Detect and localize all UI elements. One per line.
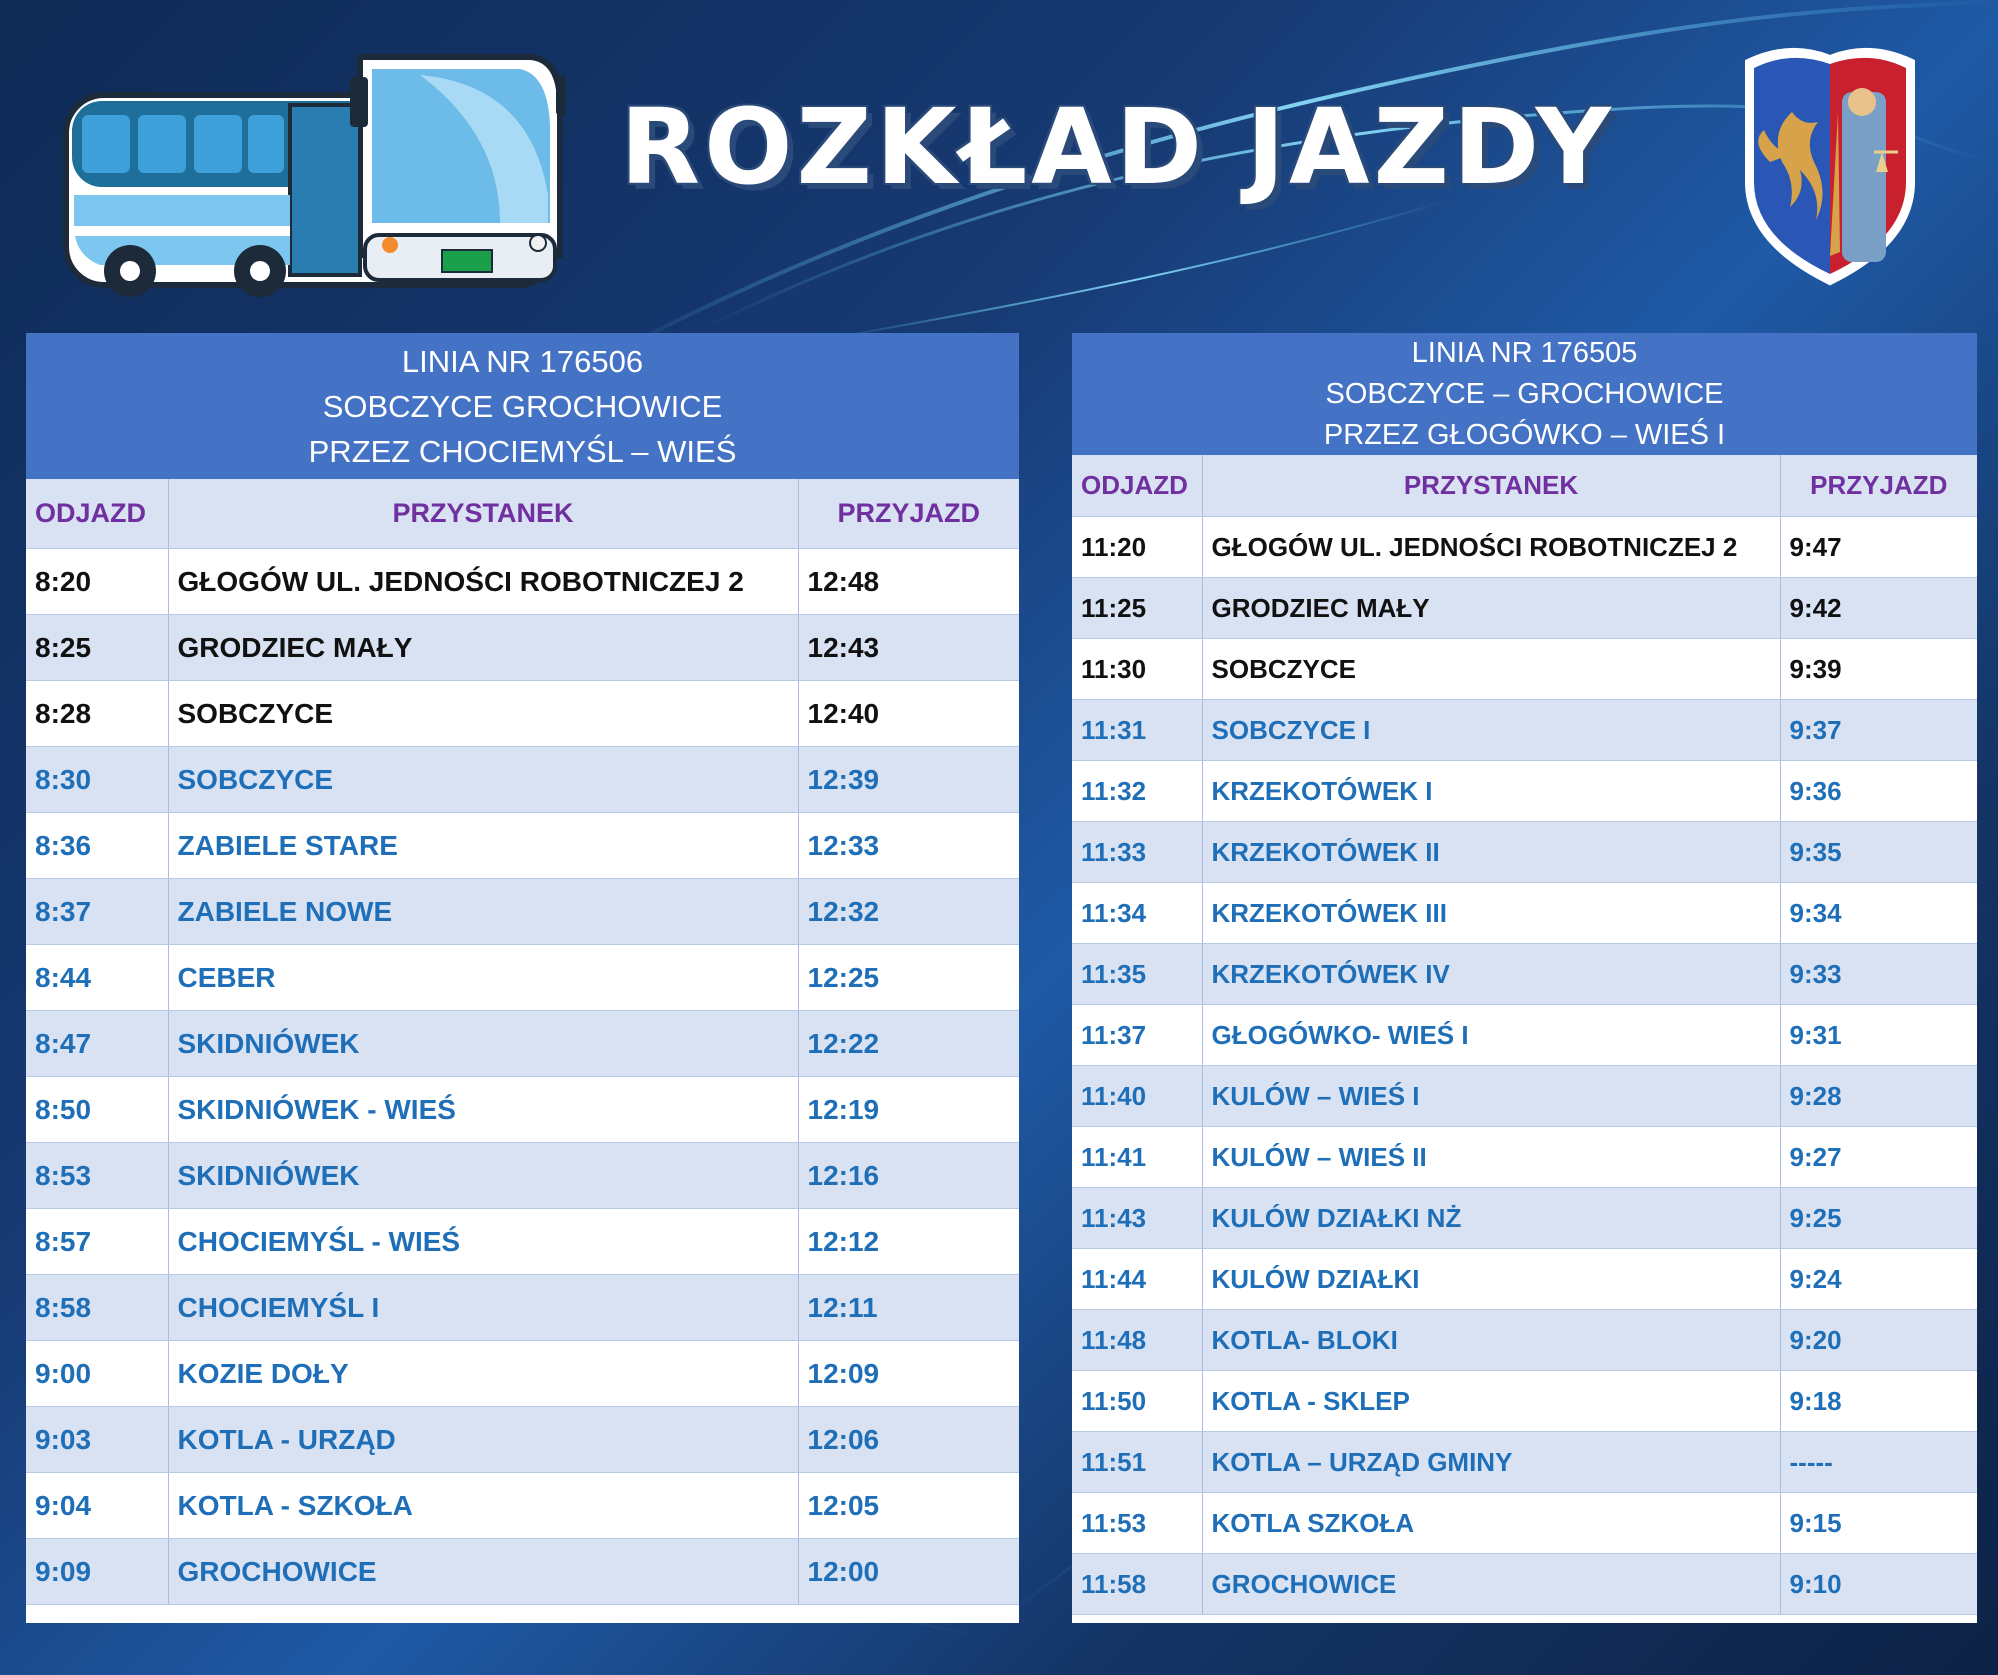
arrival-time: 12:11 <box>798 1275 1019 1341</box>
timetable-line-176505 <box>1072 333 1977 1623</box>
line-via: PRZEZ CHOCIEMYŚL – WIEŚ <box>308 434 737 469</box>
table-row <box>26 1407 1019 1473</box>
table-row <box>1072 1310 1977 1371</box>
departure-time: 8:50 <box>26 1077 168 1143</box>
stop-name: CHOCIEMYŚL I <box>168 1275 798 1341</box>
stop-name: KULÓW DZIAŁKI <box>1202 1249 1780 1310</box>
stop-name: KRZEKOTÓWEK I <box>1202 761 1780 822</box>
page-title: ROZKŁAD JAZDY <box>620 86 1615 208</box>
table-row <box>26 549 1019 615</box>
departure-time: 11:33 <box>1072 822 1202 883</box>
stop-name: ZABIELE STARE <box>168 813 798 879</box>
table-row <box>1072 1493 1977 1554</box>
line-via: PRZEZ GŁOGÓWKO – WIEŚ I <box>1323 419 1726 451</box>
departure-time: 11:51 <box>1072 1432 1202 1493</box>
arrival-time: 12:25 <box>798 945 1019 1011</box>
arrival-time: ----- <box>1780 1432 1977 1493</box>
table-row <box>1072 1371 1977 1432</box>
departure-time: 11:37 <box>1072 1005 1202 1066</box>
departure-time: 8:36 <box>26 813 168 879</box>
schedule-table <box>1072 455 1977 1615</box>
arrival-time: 9:25 <box>1780 1188 1977 1249</box>
arrival-time: 12:09 <box>798 1341 1019 1407</box>
stop-name: CHOCIEMYŚL - WIEŚ <box>168 1209 798 1275</box>
stop-name: SKIDNIÓWEK - WIEŚ <box>168 1077 798 1143</box>
col-stop: PRZYSTANEK <box>168 479 798 549</box>
arrival-time: 12:48 <box>798 549 1019 615</box>
stop-name: SOBCZYCE <box>168 747 798 813</box>
table-row <box>26 879 1019 945</box>
arrival-time: 12:05 <box>798 1473 1019 1539</box>
arrival-time: 12:19 <box>798 1077 1019 1143</box>
arrival-time: 9:36 <box>1780 761 1977 822</box>
stop-name: GŁOGÓWKO- WIEŚ I <box>1202 1005 1780 1066</box>
line-number: LINIA NR 176506 <box>401 344 644 379</box>
coat-of-arms-icon <box>1730 42 1930 287</box>
departure-time: 8:20 <box>26 549 168 615</box>
arrival-time: 9:31 <box>1780 1005 1977 1066</box>
arrival-time: 9:35 <box>1780 822 1977 883</box>
arrival-time: 9:28 <box>1780 1066 1977 1127</box>
arrival-time: 12:16 <box>798 1143 1019 1209</box>
departure-time: 9:09 <box>26 1539 168 1605</box>
stop-name: SKIDNIÓWEK <box>168 1011 798 1077</box>
arrival-time: 9:10 <box>1780 1554 1977 1615</box>
table-row <box>26 681 1019 747</box>
departure-time: 11:32 <box>1072 761 1202 822</box>
table-row <box>26 1473 1019 1539</box>
stop-name: KULÓW – WIEŚ II <box>1202 1127 1780 1188</box>
table-row <box>26 813 1019 879</box>
departure-time: 11:35 <box>1072 944 1202 1005</box>
departure-time: 11:58 <box>1072 1554 1202 1615</box>
table-row <box>1072 639 1977 700</box>
stop-name: KOTLA - SZKOŁA <box>168 1473 798 1539</box>
bus-icon <box>60 45 570 305</box>
stop-name: KOTLA SZKOŁA <box>1202 1493 1780 1554</box>
departure-time: 8:57 <box>26 1209 168 1275</box>
departure-time: 11:25 <box>1072 578 1202 639</box>
stop-name: SOBCZYCE <box>1202 639 1780 700</box>
timetable-line-176506 <box>26 333 1019 1623</box>
departure-time: 9:00 <box>26 1341 168 1407</box>
arrival-time: 9:47 <box>1780 517 1977 578</box>
departure-time: 8:25 <box>26 615 168 681</box>
schedule-table <box>26 479 1019 1605</box>
stop-name: KOTLA – URZĄD GMINY <box>1202 1432 1780 1493</box>
arrival-time: 9:42 <box>1780 578 1977 639</box>
arrival-time: 9:39 <box>1780 639 1977 700</box>
col-departure: ODJAZD <box>26 479 168 549</box>
arrival-time: 12:43 <box>798 615 1019 681</box>
departure-time: 11:30 <box>1072 639 1202 700</box>
departure-time: 11:48 <box>1072 1310 1202 1371</box>
line-route: SOBCZYCE GROCHOWICE <box>322 389 723 424</box>
table-row <box>1072 1188 1977 1249</box>
stop-name: GŁOGÓW UL. JEDNOŚCI ROBOTNICZEJ 2 <box>1202 517 1780 578</box>
departure-time: 9:04 <box>26 1473 168 1539</box>
arrival-time: 9:37 <box>1780 700 1977 761</box>
table-row <box>1072 700 1977 761</box>
stop-name: KULÓW DZIAŁKI NŻ <box>1202 1188 1780 1249</box>
table-row <box>1072 1554 1977 1615</box>
departure-time: 8:58 <box>26 1275 168 1341</box>
table-row <box>26 1341 1019 1407</box>
departure-time: 11:31 <box>1072 700 1202 761</box>
arrival-time: 9:33 <box>1780 944 1977 1005</box>
table-row <box>1072 761 1977 822</box>
arrival-time: 12:33 <box>798 813 1019 879</box>
line-number: LINIA NR 176505 <box>1411 337 1638 369</box>
departure-time: 8:28 <box>26 681 168 747</box>
stop-name: SOBCZYCE <box>168 681 798 747</box>
stop-name: KRZEKOTÓWEK II <box>1202 822 1780 883</box>
departure-time: 9:03 <box>26 1407 168 1473</box>
arrival-time: 12:32 <box>798 879 1019 945</box>
table-row <box>1072 578 1977 639</box>
table-row <box>1072 822 1977 883</box>
stop-name: GŁOGÓW UL. JEDNOŚCI ROBOTNICZEJ 2 <box>168 549 798 615</box>
table-row <box>26 615 1019 681</box>
departure-time: 11:43 <box>1072 1188 1202 1249</box>
departure-time: 11:40 <box>1072 1066 1202 1127</box>
departure-time: 11:41 <box>1072 1127 1202 1188</box>
arrival-time: 12:00 <box>798 1539 1019 1605</box>
table-row <box>1072 944 1977 1005</box>
table-row <box>26 1209 1019 1275</box>
departure-time: 8:37 <box>26 879 168 945</box>
table-row <box>26 1077 1019 1143</box>
table-row <box>1072 883 1977 944</box>
departure-time: 8:53 <box>26 1143 168 1209</box>
arrival-time: 12:39 <box>798 747 1019 813</box>
arrival-time: 9:18 <box>1780 1371 1977 1432</box>
table-row <box>26 1011 1019 1077</box>
line-route: SOBCZYCE – GROCHOWICE <box>1325 378 1724 410</box>
arrival-time: 9:20 <box>1780 1310 1977 1371</box>
table-row <box>26 1143 1019 1209</box>
departure-time: 8:47 <box>26 1011 168 1077</box>
stop-name: SKIDNIÓWEK <box>168 1143 798 1209</box>
table-row <box>1072 1005 1977 1066</box>
stop-name: ZABIELE NOWE <box>168 879 798 945</box>
col-stop: PRZYSTANEK <box>1202 455 1780 517</box>
table-row <box>26 747 1019 813</box>
col-arrival: PRZYJAZD <box>798 479 1019 549</box>
table-row <box>26 1275 1019 1341</box>
table-row <box>1072 1066 1977 1127</box>
line-header <box>1072 333 1977 455</box>
arrival-time: 12:22 <box>798 1011 1019 1077</box>
table-row <box>26 1539 1019 1605</box>
departure-time: 11:34 <box>1072 883 1202 944</box>
arrival-time: 12:06 <box>798 1407 1019 1473</box>
table-row <box>1072 517 1977 578</box>
stop-name: GRODZIEC MAŁY <box>1202 578 1780 639</box>
col-arrival: PRZYJAZD <box>1780 455 1977 517</box>
stop-name: GROCHOWICE <box>1202 1554 1780 1615</box>
arrival-time: 12:40 <box>798 681 1019 747</box>
departure-time: 11:50 <box>1072 1371 1202 1432</box>
stop-name: KULÓW – WIEŚ I <box>1202 1066 1780 1127</box>
stop-name: KOZIE DOŁY <box>168 1341 798 1407</box>
stop-name: GROCHOWICE <box>168 1539 798 1605</box>
departure-time: 11:44 <box>1072 1249 1202 1310</box>
stop-name: KOTLA - URZĄD <box>168 1407 798 1473</box>
departure-time: 8:30 <box>26 747 168 813</box>
arrival-time: 9:27 <box>1780 1127 1977 1188</box>
departure-time: 11:20 <box>1072 517 1202 578</box>
arrival-time: 9:15 <box>1780 1493 1977 1554</box>
stop-name: SOBCZYCE I <box>1202 700 1780 761</box>
stop-name: CEBER <box>168 945 798 1011</box>
departure-time: 11:53 <box>1072 1493 1202 1554</box>
stop-name: KRZEKOTÓWEK IV <box>1202 944 1780 1005</box>
stop-name: KRZEKOTÓWEK III <box>1202 883 1780 944</box>
col-departure: ODJAZD <box>1072 455 1202 517</box>
stop-name: KOTLA - SKLEP <box>1202 1371 1780 1432</box>
table-row <box>26 945 1019 1011</box>
departure-time: 8:44 <box>26 945 168 1011</box>
arrival-time: 12:12 <box>798 1209 1019 1275</box>
table-row <box>1072 1127 1977 1188</box>
stop-name: GRODZIEC MAŁY <box>168 615 798 681</box>
stop-name: KOTLA- BLOKI <box>1202 1310 1780 1371</box>
line-header <box>26 333 1019 479</box>
table-row <box>1072 1249 1977 1310</box>
arrival-time: 9:24 <box>1780 1249 1977 1310</box>
table-row <box>1072 1432 1977 1493</box>
arrival-time: 9:34 <box>1780 883 1977 944</box>
